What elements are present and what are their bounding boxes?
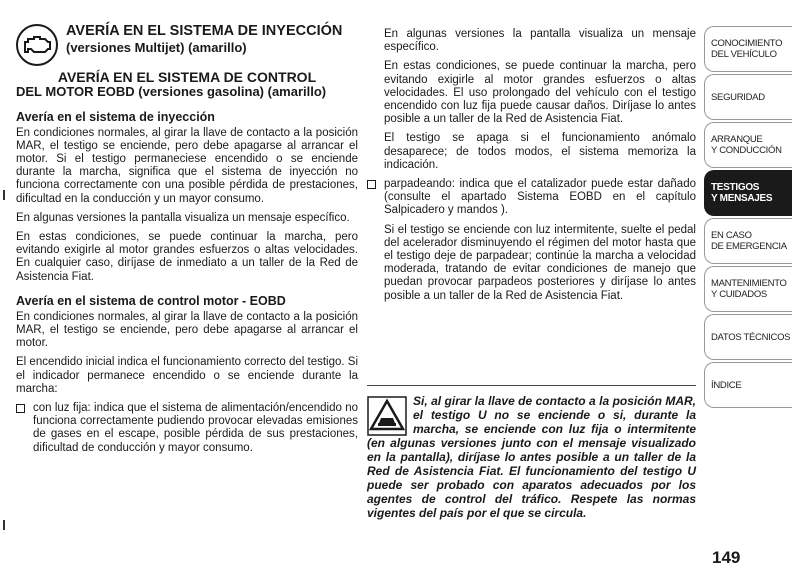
page-number: 149 (712, 548, 741, 567)
checkbox-bullet-icon (16, 404, 25, 413)
tab-datos-tecnicos[interactable] (704, 314, 792, 360)
header-title: AVERÍA EN EL SISTEMA DE INYECCIÓN (66, 23, 343, 39)
tab-label: DATOS TÉCNICOS (711, 331, 791, 343)
bullet-text: con luz fija: indica que el sistema de alimentación/encendido no funciona correctamente pudiendo provocar elevadas emisiones de gases en el escape, posible pérdida de sus prestaciones, dificultad de conducción y mayor consumo. (33, 401, 358, 454)
paragraph: En algunas versiones la pantalla visualiza un mensaje específico. (16, 211, 350, 224)
warning-box (367, 385, 696, 526)
paragraph: Si el testigo se enciende con luz intermitente, suelte el pedal del acelerador disminuyendo el régimen del motor hasta que el testigo deje de parpadear; continúe la marcha a velocidad moderada, tratando de evitar condiciones de manejo que puedan provocar parpadeos posteriores y diríjase lo antes posible a un taller de la Red de Asistencia Fiat. (384, 223, 696, 302)
list-item (16, 402, 358, 455)
tab-label: TESTIGOS Y MENSAJES (711, 182, 773, 204)
middle-column (367, 28, 696, 309)
header-subtitle: (versiones Multijet) (amarillo) (66, 39, 247, 55)
tab-label: EN CASO DE EMERGENCIA (711, 230, 787, 252)
tab-label: MANTENIMIENTO Y CUIDADOS (711, 278, 787, 300)
tab-label: CONOCIMIENTO DEL VEHÍCULO (711, 38, 783, 60)
paragraph: En estas condiciones, se puede continuar la marcha, pero evitando exigirle al motor grandes esfuerzos o altas velocidades. En cualquier caso, diríjase de inmediato a un taller de la Red de Asistencia Fiat. (16, 230, 358, 283)
tab-mantenimiento[interactable] (704, 266, 792, 312)
checkbox-bullet-icon (367, 180, 376, 189)
tab-indice[interactable] (704, 362, 792, 408)
tab-label: ÍNDICE (711, 379, 742, 391)
gutter-mark (3, 190, 5, 200)
paragraph: En condiciones normales, al girar la llave de contacto a la posición MAR, el testigo se enciende, pero debe apagarse al arrancar el motor. (16, 310, 358, 350)
paragraph: En condiciones normales, al girar la llave de contacto a la posición MAR, el testigo se enciende, pero debe apagarse al arrancar el motor. Si el testigo permaneciese encendido o se enciende durante la marcha, significa que el sistema de inyección no funciona correctamente con una posible pérdida de prestaciones, dificultad en la conducción y un mayor consumo. (16, 126, 358, 205)
section-header (16, 24, 358, 66)
injection-section-title: Avería en el sistema de inyección (16, 109, 215, 124)
tab-label: SEGURIDAD (711, 91, 765, 103)
paragraph: En estas condiciones, se puede continuar la marcha, pero evitando exigirle al motor grandes esfuerzos o altas velocidades. El uso prolongado del vehículo con el testigo encendido con luz fija puede causar daños. Diríjase lo antes posible a un taller de la Red de Asistencia Fiat. (384, 60, 696, 126)
eobd-heading-line1: AVERÍA EN EL SISTEMA DE CONTROL (57, 69, 317, 85)
eobd-section-title: Avería en el sistema de control motor - EOBD (16, 293, 286, 308)
paragraph: El testigo se apaga si el funcionamiento anómalo desaparece; de todos modos, el sistema memoriza la indicación. (384, 132, 696, 171)
eobd-heading-line2: DEL MOTOR EOBD (versiones gasolina) (amarillo) (16, 84, 327, 99)
tab-conocimiento[interactable] (704, 26, 792, 72)
tab-emergencia[interactable] (704, 218, 792, 264)
tab-seguridad[interactable] (704, 74, 792, 120)
tab-testigos[interactable] (704, 170, 792, 216)
bullet-text: parpadeando: indica que el catalizador puede estar dañado (consulte el apartado Sistema EOBD en el capítulo Salpicadero y mandos ). (384, 178, 696, 217)
paragraph: En algunas versiones la pantalla visualiza un mensaje específico. (384, 28, 696, 54)
tab-arranque[interactable] (704, 122, 792, 168)
warning-triangle-icon (367, 396, 407, 436)
engine-warning-icon (16, 24, 58, 66)
chapter-tabs (704, 26, 792, 410)
warning-text: Si, al girar la llave de contacto a la posición MAR, el testigo U no se enciende o si, durante la marcha, se enciende con luz fija o intermitente (en algunas versiones junto con el mensaje visualizado en la pantalla), diríjase lo antes posible a un taller de la Red de Asistencia Fiat. El funcionamiento del testigo U puede ser probado con aparatos adecuados por los agentes de control del tráfico. Respete las normas vigentes del país por el que se circula. (367, 394, 696, 520)
left-column (16, 24, 358, 461)
list-item (367, 178, 696, 218)
tab-label: ARRANQUE Y CONDUCCIÓN (711, 134, 782, 156)
paragraph: El encendido inicial indica el funcionamiento correcto del testigo. Si el indicador permanece encendido o se enciende durante la marcha: (16, 356, 359, 395)
gutter-mark (3, 520, 5, 530)
